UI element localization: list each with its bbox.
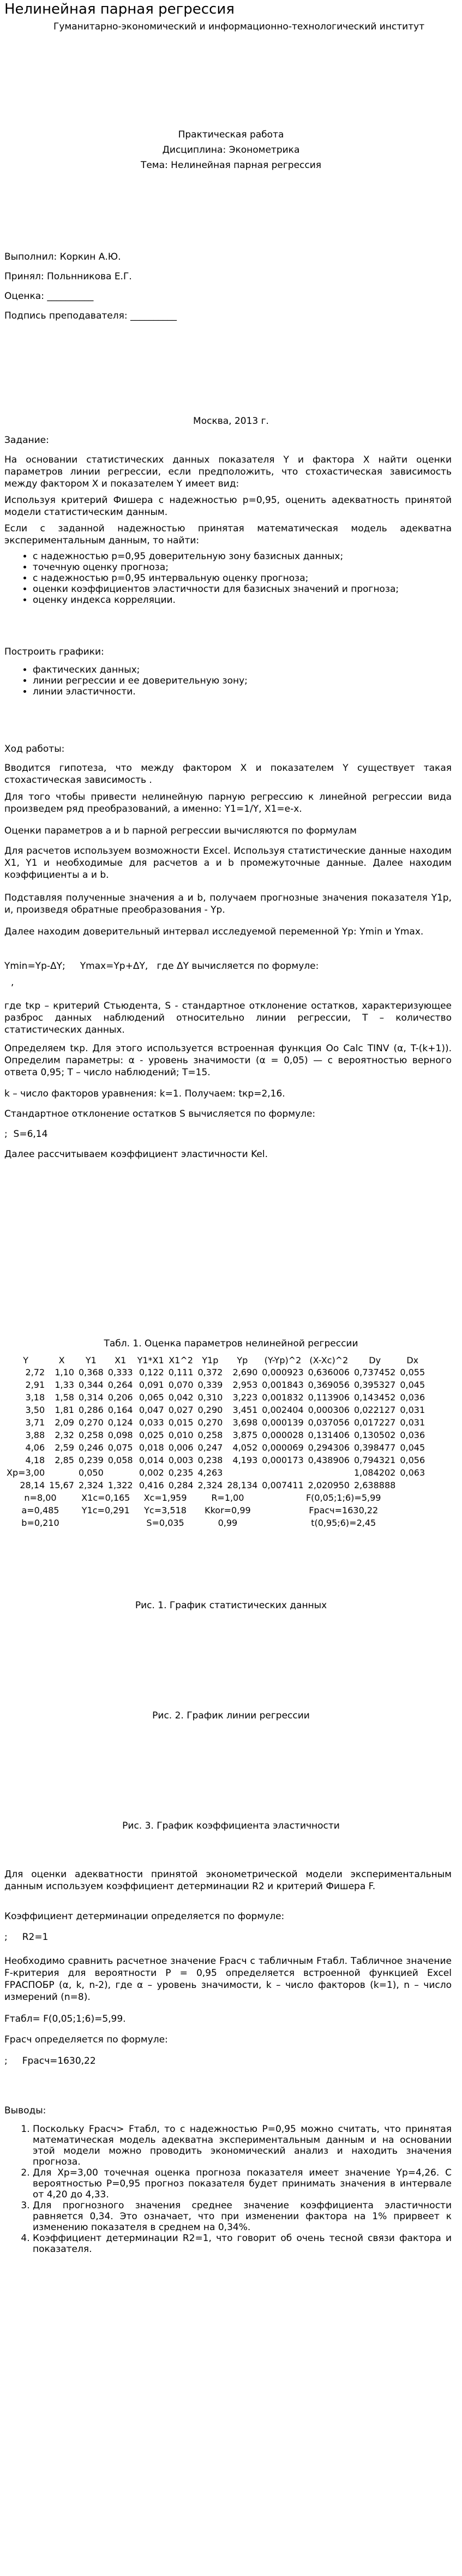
work-type: Практическая работа (178, 129, 284, 140)
table-cell: 0,206 (107, 1392, 133, 1403)
table-cell: 3,451 (232, 1404, 258, 1415)
accepted-by: Принял: Польнникова Е.Г. (4, 271, 132, 282)
table-cell: 0,006 (168, 1442, 194, 1453)
task-paragraph-1: На основании статистических данных показателя Y и фактора X найти оценки параметров линии регрессии, если предположить, что стохастическая зависимость между фактором X и показателем Y имеет вид: (4, 454, 452, 489)
graphs-heading: Построить графики: (4, 646, 104, 657)
table-cell: 0,247 (197, 1442, 223, 1453)
table-cell: 0,075 (107, 1442, 133, 1453)
table-row-stats (4, 1491, 427, 1504)
list-item: • оценку индекса корреляции. (33, 595, 399, 606)
table-cell: 0,239 (78, 1454, 104, 1465)
table-row-sum (4, 1479, 427, 1491)
table-cell: 0,333 (107, 1367, 133, 1377)
table-cell: 2,324 (78, 1479, 104, 1490)
conclusions-heading: Выводы: (4, 2105, 46, 2116)
graphs-list (4, 664, 248, 697)
table-cell: 0,070 (168, 1379, 194, 1390)
table-cell: 0,124 (107, 1417, 133, 1428)
table-cell: 0,164 (107, 1404, 133, 1415)
table-cell: 0,065 (139, 1392, 164, 1403)
table-cell: 0,270 (197, 1417, 223, 1428)
table-cell (106, 1466, 135, 1479)
table-cell: 0,258 (78, 1429, 104, 1440)
table-cell: 0,143452 (353, 1392, 396, 1403)
task-heading: Задание: (4, 435, 49, 446)
formula-mark: , (11, 977, 14, 988)
parameters-table (4, 1355, 427, 1529)
table-cell: 0,036 (400, 1429, 425, 1440)
table-row (4, 1379, 427, 1391)
table-cell: F(0,05;1;6)=5,99 (305, 1492, 381, 1503)
table-cell: Y1c=0,291 (81, 1505, 130, 1515)
progress-paragraph-13: Далее рассчитываем коэффициент эластичности Kel. (4, 1149, 268, 1160)
table-row (4, 1404, 427, 1416)
progress-paragraph-6: Далее находим доверительный интервал исследуемой переменной Yp: Ymin и Ymax. (4, 926, 424, 937)
table-cell: 0,286 (78, 1404, 104, 1415)
table-cell: 0,050 (78, 1467, 104, 1478)
table-cell: 28,134 (227, 1479, 258, 1490)
table-cell: 0,036 (400, 1392, 425, 1403)
s-value: ; S=6,14 (4, 1129, 48, 1140)
city-year: Москва, 2013 г. (193, 416, 269, 427)
table-cell: 0,015 (168, 1417, 194, 1428)
list-item: • оценки коэффициентов эластичности для базисных значений и прогноза; (33, 584, 399, 595)
table-cell (225, 1466, 260, 1479)
table-cell: 0,007411 (262, 1479, 304, 1490)
table-cell: 0,310 (197, 1392, 223, 1403)
table-cell: 0,002 (139, 1467, 164, 1478)
table-cell: 0,290 (197, 1404, 223, 1415)
table-cell: 0,113906 (308, 1392, 350, 1403)
table-cell: 0,014 (139, 1454, 164, 1465)
table-cell: 2,09 (55, 1417, 74, 1428)
table-cell: 0,045 (400, 1442, 425, 1453)
progress-paragraph-11: Стандартное отклонение остатков S вычисляется по формуле: (4, 1109, 316, 1119)
table-cell: 0,047 (139, 1404, 164, 1415)
table-cell (260, 1466, 305, 1479)
table-row (4, 1391, 427, 1404)
table-cell: 3,223 (232, 1392, 258, 1403)
table-cell: 2,59 (55, 1442, 74, 1453)
list-item: • точечную оценку прогноза; (33, 562, 399, 573)
table-cell: X1 (115, 1355, 127, 1365)
table-cell: X1^2 (169, 1355, 193, 1365)
table-cell: 0,017227 (353, 1417, 396, 1428)
table-cell: 4,18 (25, 1454, 45, 1465)
list-item: • с надежностью p=0,95 интервальную оценку прогноза; (33, 573, 399, 584)
fcalc-value: ; Fрасч=1630,22 (4, 2056, 96, 2066)
table-cell: 0,111 (168, 1367, 194, 1377)
signature-line: Подпись преподавателя: __________ (4, 310, 177, 321)
table-cell: 15,67 (49, 1479, 74, 1490)
adequacy-paragraph-1: Для оценки адекватности принятой эконометрической модели экспериментальным данным используем коэффициент детерминации R2 и критерий Фишера F. (4, 1869, 452, 1892)
table-cell: Kkor=0,99 (205, 1505, 251, 1515)
table-cell: 2,638888 (353, 1479, 396, 1490)
list-item: 2. Для Xp=3,00 точечная оценка прогноза показателя имеет значение Yp=4,26. С вероятностью P=0,95 прогноз показателя будет принимать значения в интервале от 4,20 до 4,33. (33, 2167, 452, 2200)
table-cell (306, 1466, 352, 1479)
table-cell: b=0,210 (21, 1517, 59, 1528)
figure-3-caption: Рис. 3. График коэффициента эластичности (122, 1820, 340, 1831)
progress-paragraph-1: Вводится гипотеза, что между фактором X и показателем Y существует такая стохастическая зависимость . (4, 763, 452, 786)
table-cell: 0,000139 (262, 1417, 304, 1428)
table-cell: n=8,00 (24, 1492, 57, 1503)
table-cell: 0,033 (139, 1417, 164, 1428)
table-row-stats (4, 1504, 427, 1517)
table-row (4, 1429, 427, 1441)
list-item: • с надежностью p=0,95 доверительную зону базисных данных; (33, 551, 399, 562)
table-cell: 3,875 (232, 1429, 258, 1440)
ftable-value: Fтабл= F(0,05;1;6)=5,99. (4, 2014, 126, 2024)
table-cell: 28,14 (20, 1479, 45, 1490)
table-cell: R=1,00 (211, 1492, 244, 1503)
topic: Тема: Нелинейная парная регрессия (140, 160, 322, 171)
table-cell: 0,063 (400, 1467, 425, 1478)
table-cell: Xp=3,00 (7, 1467, 45, 1478)
table-cell: 2,91 (25, 1379, 45, 1390)
table-cell: 0,344 (78, 1379, 104, 1390)
list-item: 3. Для прогнозного значения среднее значение коэффициента эластичности равняется 0,34. Это означает, что при изменении фактора на 1% прирвеет к изменению показателя в среднем на 0,34%. (33, 2200, 452, 2233)
table-cell: 1,322 (107, 1479, 133, 1490)
table-cell: 0,000028 (262, 1429, 304, 1440)
performed-by: Выполнил: Коркин А.Ю. (4, 251, 121, 262)
table-cell: X1c=0,165 (81, 1492, 130, 1503)
table-cell: 0,258 (197, 1429, 223, 1440)
table-cell: 3,50 (25, 1404, 45, 1415)
table-cell: 0,018 (139, 1442, 164, 1453)
progress-paragraph-9: Определяем tкр. Для этого используется встроенная функция Oo Calc TINV (α, T-(k+1)). Определим параметры: α - уровень значимости (α = 0,05) — с вероятностью верного ответа 0,95; T – число наблюдений; T=15. (4, 1043, 452, 1078)
table-cell: 1,10 (55, 1367, 74, 1377)
list-item: • линии регрессии и ее доверительную зону; (33, 675, 248, 686)
table-cell: 0,001832 (262, 1392, 304, 1403)
list-item: • фактических данных; (33, 664, 248, 675)
table-cell: 0,368 (78, 1367, 104, 1377)
table-header-row (4, 1355, 427, 1366)
table-cell: 3,71 (25, 1417, 45, 1428)
table-cell: 0,284 (168, 1479, 194, 1490)
table-caption: Табл. 1. Оценка параметров нелинейной регрессии (104, 1338, 358, 1349)
table-cell: 0,372 (197, 1367, 223, 1377)
conclusions-list (4, 2124, 452, 2255)
table-cell: 2,324 (197, 1479, 223, 1490)
task-paragraph-2: Используя критерий Фишера с надежностью p=0,95, оценить адекватность принятой модели статистическим данным. (4, 495, 452, 518)
progress-paragraph-4: Для расчетов используем возможности Excel. Используя статистические данные находим X1, Y1 и необходимые для расчетов a и b промежуточные данные. Далее находим коэффициенты a и b. (4, 846, 452, 880)
table-cell: 1,084202 (353, 1467, 396, 1478)
list-item: 4. Коэффициент детерминации R2=1, что говорит об очень тесной связи фактора и показателя. (33, 2233, 452, 2255)
table-cell: 0,098 (107, 1429, 133, 1440)
table-cell: 2,85 (55, 1454, 74, 1465)
table-cell: 0,737452 (353, 1367, 396, 1377)
table-cell: 0,438906 (308, 1454, 350, 1465)
table-cell: S=0,035 (146, 1517, 184, 1528)
table-cell: Y1p (202, 1355, 219, 1365)
table-cell: 2,32 (55, 1429, 74, 1440)
table-cell: 0,246 (78, 1442, 104, 1453)
table-cell: 0,010 (168, 1429, 194, 1440)
grade-line: Оценка: __________ (4, 291, 94, 302)
table-cell: Fрасч=1630,22 (309, 1505, 379, 1515)
table-cell: X (58, 1355, 65, 1365)
table-row (4, 1366, 427, 1379)
table-cell: 3,698 (232, 1417, 258, 1428)
table-cell: Yp (237, 1355, 248, 1365)
table-cell: 0,037056 (308, 1417, 350, 1428)
table-cell: Y1 (85, 1355, 97, 1365)
table-cell: 2,953 (232, 1379, 258, 1390)
table-row (4, 1416, 427, 1429)
table-cell: 3,88 (25, 1429, 45, 1440)
table-cell: 0,002404 (262, 1404, 304, 1415)
table-cell (47, 1466, 76, 1479)
table-cell: 0,000923 (262, 1367, 304, 1377)
table-cell: 0,235 (168, 1467, 194, 1478)
table-row-forecast (4, 1466, 427, 1479)
document-title: Нелинейная парная регрессия (4, 1, 235, 17)
adequacy-paragraph-2: Коэффициент детерминации определяется по формуле: (4, 1911, 285, 1922)
table-cell: 0,314 (78, 1392, 104, 1403)
table-cell: 0,395327 (353, 1379, 396, 1390)
r2-value: ; R2=1 (4, 1932, 49, 1943)
progress-paragraph-2: Для того чтобы привести нелинейную парную регрессию к линейной регрессии вида произведем ряд преобразований, а именно: Y1=1/Y, X1=e-x. (4, 792, 452, 814)
table-cell: 1,33 (55, 1379, 74, 1390)
table-row (4, 1454, 427, 1466)
figure-2-caption: Рис. 2. График линии регрессии (152, 1710, 310, 1721)
table-cell: 4,263 (197, 1467, 223, 1478)
table-cell: 0,042 (168, 1392, 194, 1403)
table-cell: 0,003 (168, 1454, 194, 1465)
table-cell: 0,045 (400, 1379, 425, 1390)
table-cell: 0,056 (400, 1454, 425, 1465)
table-cell: Xc=1,959 (143, 1492, 187, 1503)
table-cell: 0,270 (78, 1417, 104, 1428)
table-cell: 0,294306 (308, 1442, 350, 1453)
table-cell: 0,091 (139, 1379, 164, 1390)
table-cell: 0,339 (197, 1379, 223, 1390)
table-cell: 0,131406 (308, 1429, 350, 1440)
task-paragraph-3: Если с заданной надежностью принятая математическая модель адекватна экспериментальным данным, то найти: (4, 523, 452, 546)
task-list (4, 551, 399, 606)
table-cell: a=0,485 (21, 1505, 59, 1515)
table-cell: 0,122 (139, 1367, 164, 1377)
list-item: • линии эластичности. (33, 686, 248, 697)
table-cell: 0,001843 (262, 1379, 304, 1390)
table-cell: Yc=3,518 (144, 1505, 187, 1515)
table-cell: Y1*X1 (137, 1355, 164, 1365)
table-row (4, 1441, 427, 1454)
table-cell: 0,264 (107, 1379, 133, 1390)
progress-paragraph-3: Оценки параметров a и b парной регрессии вычисляются по формулам (4, 825, 357, 836)
table-cell: (Y-Yp)^2 (264, 1355, 302, 1365)
table-cell: 0,416 (139, 1479, 164, 1490)
table-cell: 0,022127 (353, 1404, 396, 1415)
table-cell: 0,000069 (262, 1442, 304, 1453)
progress-paragraph-10: k – число факторов уравнения: k=1. Получаем: tкр=2,16. (4, 1088, 285, 1099)
table-cell: 1,58 (55, 1392, 74, 1403)
progress-heading: Ход работы: (4, 744, 65, 754)
table-cell: Dy (369, 1355, 381, 1365)
discipline: Дисциплина: Эконометрика (162, 145, 300, 155)
table-cell: 0,000173 (262, 1454, 304, 1465)
table-cell: 4,193 (232, 1454, 258, 1465)
table-cell: 0,031 (400, 1404, 425, 1415)
table-cell: 3,18 (25, 1392, 45, 1403)
table-cell: 2,72 (25, 1367, 45, 1377)
table-cell: 4,06 (25, 1442, 45, 1453)
progress-paragraph-5: Подставляя полученные значения a и b, получаем прогнозные значения показателя Y1p, и, произведя обратные преобразования - Yp. (4, 892, 452, 915)
table-cell: 0,238 (197, 1454, 223, 1465)
table-cell: 0,369056 (308, 1379, 350, 1390)
institute-name: Гуманитарно-экономический и информационно-технологический институт (53, 21, 425, 32)
table-cell: Y (23, 1355, 28, 1365)
table-row-stats (4, 1517, 427, 1529)
table-cell: 1,81 (55, 1404, 74, 1415)
table-cell: (X-Xc)^2 (309, 1355, 349, 1365)
table-cell: 0,025 (139, 1429, 164, 1440)
ymin-ymax-formula: Ymin=Yp-ΔY; Ymax=Yp+ΔY, где ΔY вычисляется по формуле: (4, 961, 319, 972)
table-cell: 0,055 (400, 1367, 425, 1377)
adequacy-paragraph-6: Fрасч определяется по формуле: (4, 2034, 168, 2045)
table-cell: 0,99 (218, 1517, 238, 1528)
table-cell: 0,058 (107, 1454, 133, 1465)
adequacy-paragraph-4: Необходимо сравнить расчетное значение Fрасч с табличным Fтабл. Табличное значение F-критерия для вероятности P = 0,95 определяется встроенной функцией Excel FРАСПОБР (α, k, n-2), где α – уровень значимости, k – число факторов (k=1), n – число измерений (n=8). (4, 1956, 452, 2003)
table-cell: 0,398477 (353, 1442, 396, 1453)
progress-paragraph-8: где tкр – критерий Стьюдента, S - стандартное отклонение остатков, характеризующее разброс данных наблюдений относительно линии регрессии, T – количество статистических данных. (4, 1001, 452, 1035)
table-cell: 0,636006 (308, 1367, 350, 1377)
table-cell: 2,020950 (308, 1479, 350, 1490)
table-cell: 4,052 (232, 1442, 258, 1453)
table-cell: Dx (406, 1355, 419, 1365)
table-cell: 2,690 (232, 1367, 258, 1377)
table-cell (76, 1517, 135, 1529)
table-cell: 0,027 (168, 1404, 194, 1415)
figure-1-caption: Рис. 1. График статистических данных (135, 1600, 327, 1611)
table-cell: 0,000306 (308, 1404, 350, 1415)
table-cell (398, 1479, 427, 1491)
table-cell: 0,794321 (353, 1454, 396, 1465)
table-cell: 0,031 (400, 1417, 425, 1428)
table-cell: t(0,95;6)=2,45 (311, 1517, 376, 1528)
table-cell: 0,130502 (353, 1429, 396, 1440)
list-item: 1. Поскольку Fрасч> Fтабл, то с надежностью P=0,95 можно считать, что принятая математическая модель адекватна экспериментальным данным и на основании этой модели можно проводить экономический анализ и находить значения прогноза. (33, 2124, 452, 2167)
